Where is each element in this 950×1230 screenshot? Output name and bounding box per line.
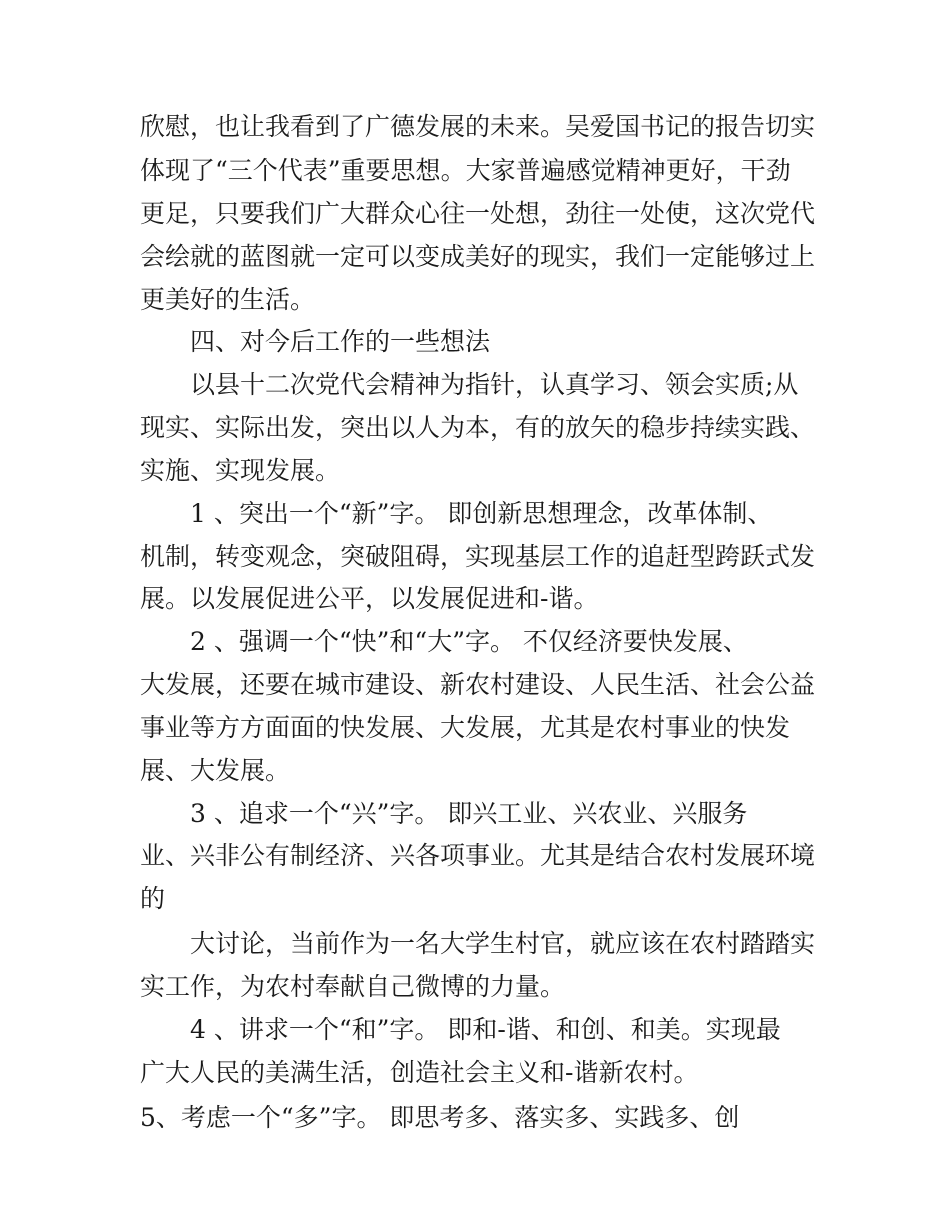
text-line-24: 5、考虑一个“多”字。 即思考多、落实多、实践多、创 [140, 1103, 740, 1132]
text-line-10: 1 、突出一个“新”字。 即创新思想理念，改革体制、 [190, 499, 773, 528]
text-line-22: 4 、讲求一个“和”字。 即和-谐、和创、和美。实现最 [190, 1015, 781, 1044]
text-line-11: 机制，转变观念，突破阻碍，实现基层工作的追赶型跨跃式发 [140, 542, 816, 571]
text-line-13: 2 、强调一个“快”和“大”字。 不仅经济要快发展、 [190, 627, 748, 656]
text-line-8: 现实、实际出发，突出以人为本，有的放矢的稳步持续实践、 [140, 413, 816, 442]
text-line-19: 的 [140, 884, 166, 913]
text-line-7: 以县十二次党代会精神为指针，认真学习、领会实质;从 [190, 370, 799, 399]
text-line-12: 展。以发展促进公平，以发展促进和-谐。 [140, 584, 599, 613]
text-line-21: 实工作，为农村奉献自己微博的力量。 [140, 972, 566, 1001]
text-line-18: 业、兴非公有制经济、兴各项事业。尤其是结合农村发展环境 [140, 841, 816, 870]
text-line-3: 更足，只要我们广大群众心往一处想，劲往一处使，这次党代 [140, 199, 816, 228]
section-heading: 四、对今后工作的一些想法 [190, 327, 491, 356]
text-line-14: 大发展，还要在城市建设、新农村建设、人民生活、社会公益 [140, 670, 816, 699]
text-line-2: 体现了“三个代表”重要思想。大家普遍感觉精神更好，干劲 [140, 156, 791, 185]
text-line-15: 事业等方方面面的快发展、大发展，尤其是农村事业的快发 [140, 713, 791, 742]
text-line-5: 更美好的生活。 [140, 285, 316, 314]
text-line-9: 实施、实现发展。 [140, 456, 341, 485]
text-line-4: 会绘就的蓝图就一定可以变成美好的现实，我们一定能够过上 [140, 242, 816, 271]
text-line-23: 广大人民的美满生活，创造社会主义和-谐新农村。 [140, 1058, 699, 1087]
text-line-1: 欣慰，也让我看到了广德发展的未来。吴爱国书记的报告切实 [140, 112, 816, 141]
text-line-20: 大讨论，当前作为一名大学生村官，就应该在农村踏踏实 [190, 929, 816, 958]
text-line-17: 3 、追求一个“兴”字。 即兴工业、兴农业、兴服务 [190, 799, 748, 828]
text-line-16: 展、大发展。 [140, 756, 291, 785]
